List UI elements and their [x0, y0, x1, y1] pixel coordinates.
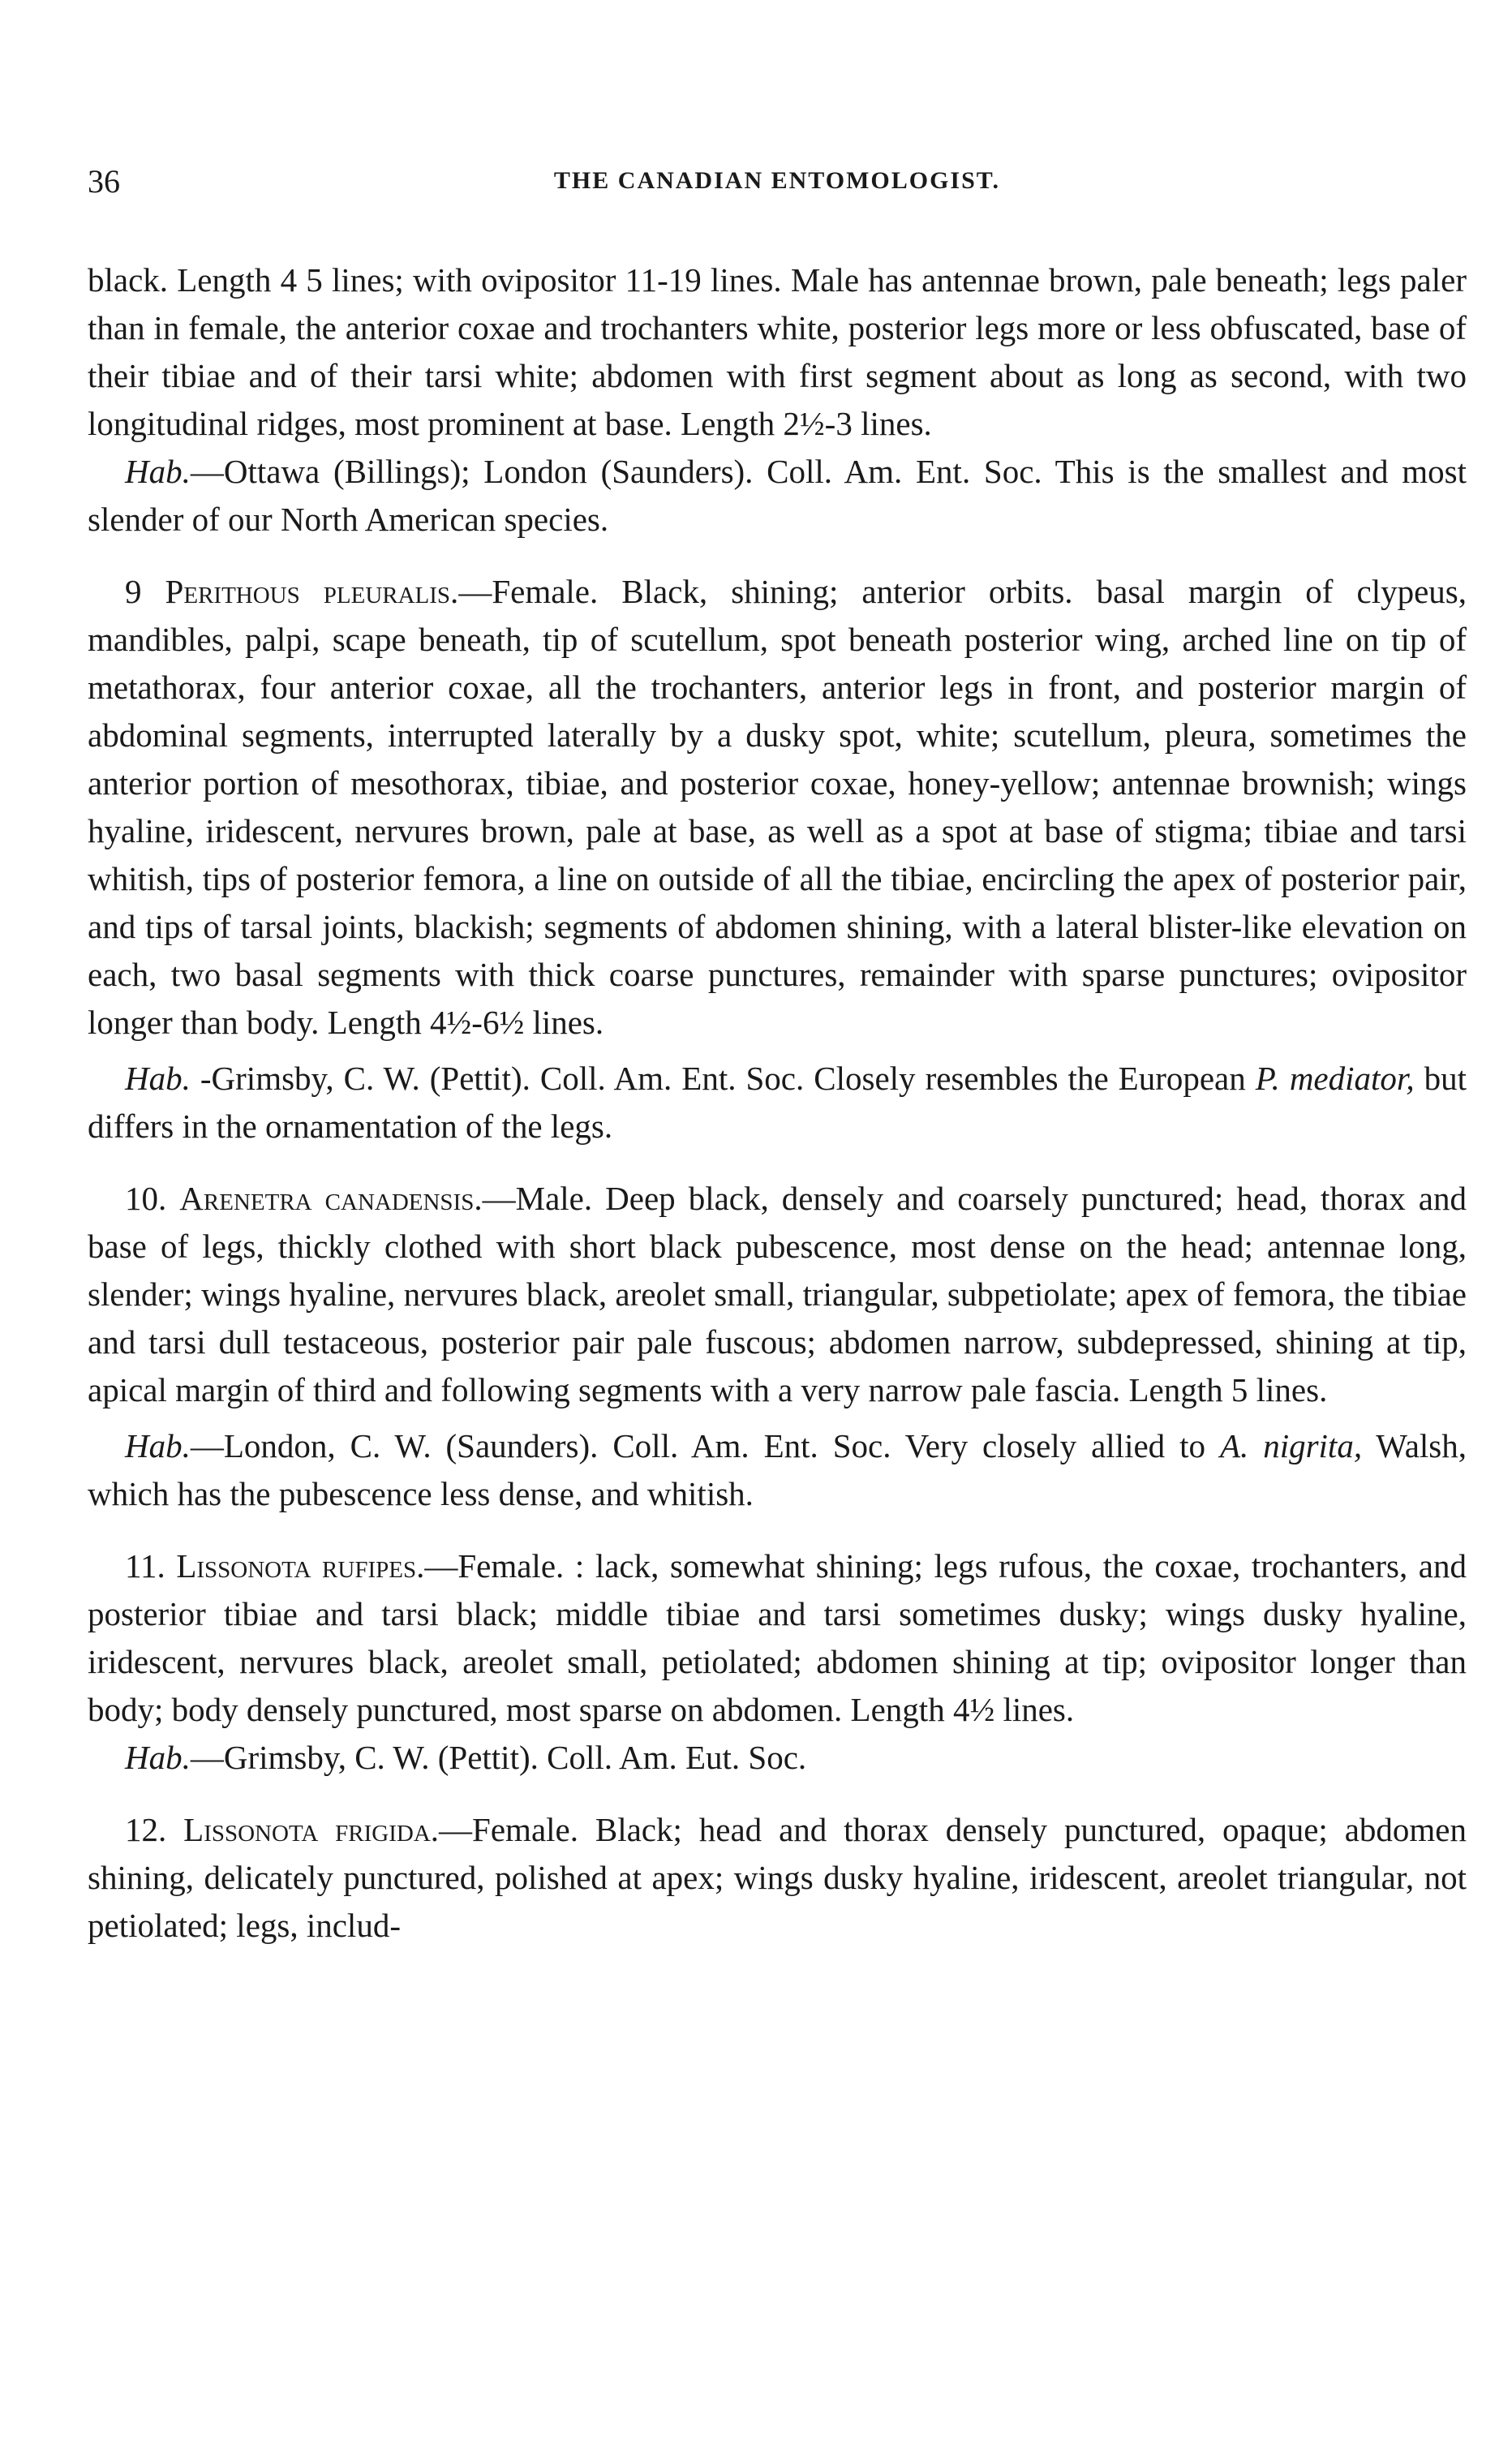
paragraph-continuation: black. Length 4 5 lines; with ovipositor 11-19 lines. Male has antennae brown, pale beneath; legs paler than in female, the anterior coxae and trochanters white, posterior legs more or less obfuscated, base of their tibiae and of their tarsi white; abdomen with first segment about as long as second, with two longitudinal ridges, most prominent at base. Length 2½-3 lines.	[88, 261, 1467, 442]
hab-text: —Ottawa (Billings); London (Saunders). Coll. Am. Ent. Soc. This is the smallest and most slender of our North American species.	[88, 453, 1467, 538]
species-entry	[88, 568, 1467, 1047]
habitat-paragraph	[88, 1055, 1467, 1150]
hab-label: Hab.	[125, 1427, 191, 1464]
hab-text: —Grimsby, C. W. (Pettit). Coll. Am. Eut. Soc.	[190, 1739, 807, 1776]
hab-label: Hab.	[125, 1060, 191, 1097]
hab-label: Hab.	[125, 1739, 191, 1776]
species-reference: A. nigrita,	[1219, 1427, 1363, 1464]
hab-text: —London, C. W. (Saunders). Coll. Am. Ent. Soc. Very closely allied to	[190, 1427, 1220, 1464]
species-number: 9	[125, 573, 142, 610]
page-body	[88, 256, 1467, 1950]
hab-text: but differs in the ornamentation of the legs.	[88, 1060, 1467, 1145]
species-description: —Female. Black, shining; anterior orbits. basal margin of clypeus, mandibles, palpi, scape beneath, tip of scutellum, spot beneath posterior wing, arched line on tip of metathorax, four anterior coxae, all the trochanters, anterior legs in front, and posterior margin of abdominal segments, interrupted laterally by a dusky spot, white; scutellum, pleura, sometimes the anterior portion of mesothorax, tibiae, and posterior coxae, honey-yellow; antennae brownish; wings hyaline, iridescent, nervures brown, pale at base, as well as a spot at base of stigma; tibiae and tarsi whitish, tips of posterior femora, a line on outside of all the tibiae, encircling the apex of posterior pair, and tips of tarsal joints, blackish; segments of abdomen shining, with a lateral blister-like elevation on each, two basal segments with thick coarse punctures, remainder with sparse punctures; ovipositor longer than body. Length 4½-6½ lines.	[88, 573, 1467, 1041]
habitat-paragraph	[88, 1422, 1467, 1518]
page-header	[88, 162, 1467, 211]
species-reference: P. mediator,	[1255, 1060, 1415, 1097]
species-number: 12.	[125, 1811, 167, 1848]
hab-text: -Grimsby, C. W. (Pettit). Coll. Am. Ent. Soc. Closely resembles the European	[190, 1060, 1256, 1097]
species-description: —Male. Deep black, densely and coarsely punctured; head, thorax and base of legs, thickly clothed with short black pubescence, most dense on the head; antennae long, slender; wings hyaline, nervures black, areolet small, triangular, subpetiolate; apex of femora, the tibiae and tarsi dull testaceous, posterior pair pale fuscous; abdomen narrow, subdepressed, shining at tip, apical margin of third and following segments with a very narrow pale fascia. Length 5 lines.	[88, 1180, 1467, 1408]
species-name: Perithous pleuralis.	[165, 573, 459, 610]
hab-label: Hab.	[125, 453, 191, 490]
species-entry	[88, 1806, 1467, 1950]
running-title: THE CANADIAN ENTOMOLOGIST.	[553, 167, 1001, 194]
species-entry	[88, 1175, 1467, 1414]
species-name: Lissonota rufipes.	[176, 1547, 425, 1585]
page-number: 36	[88, 163, 120, 200]
species-entry	[88, 1542, 1467, 1734]
species-number: 11.	[125, 1547, 165, 1585]
habitat-paragraph	[88, 448, 1467, 544]
species-description: —Female. : lack, somewhat shining; legs rufous, the coxae, trochanters, and posterior tibiae and tarsi black; middle tibiae and tarsi sometimes dusky; wings dusky hyaline, iridescent, nervures black, areolet small, petiolated; abdomen shining at tip; ovipositor longer than body; body densely punctured, most sparse on abdomen. Length 4½ lines.	[88, 1547, 1467, 1728]
habitat-paragraph	[88, 1734, 1467, 1782]
species-name: Lissonota frigida.	[183, 1811, 440, 1848]
species-name: Arenetra canadensis.	[179, 1180, 483, 1217]
hab-text: Walsh, which has the pubescence less dense, and whitish.	[88, 1427, 1467, 1512]
species-description: —Female. Black; head and thorax densely punctured, opaque; abdomen shining, delicately punctured, polished at apex; wings dusky hyaline, iridescent, areolet triangular, not petiolated; legs, includ-	[88, 1811, 1467, 1944]
species-number: 10.	[125, 1180, 167, 1217]
